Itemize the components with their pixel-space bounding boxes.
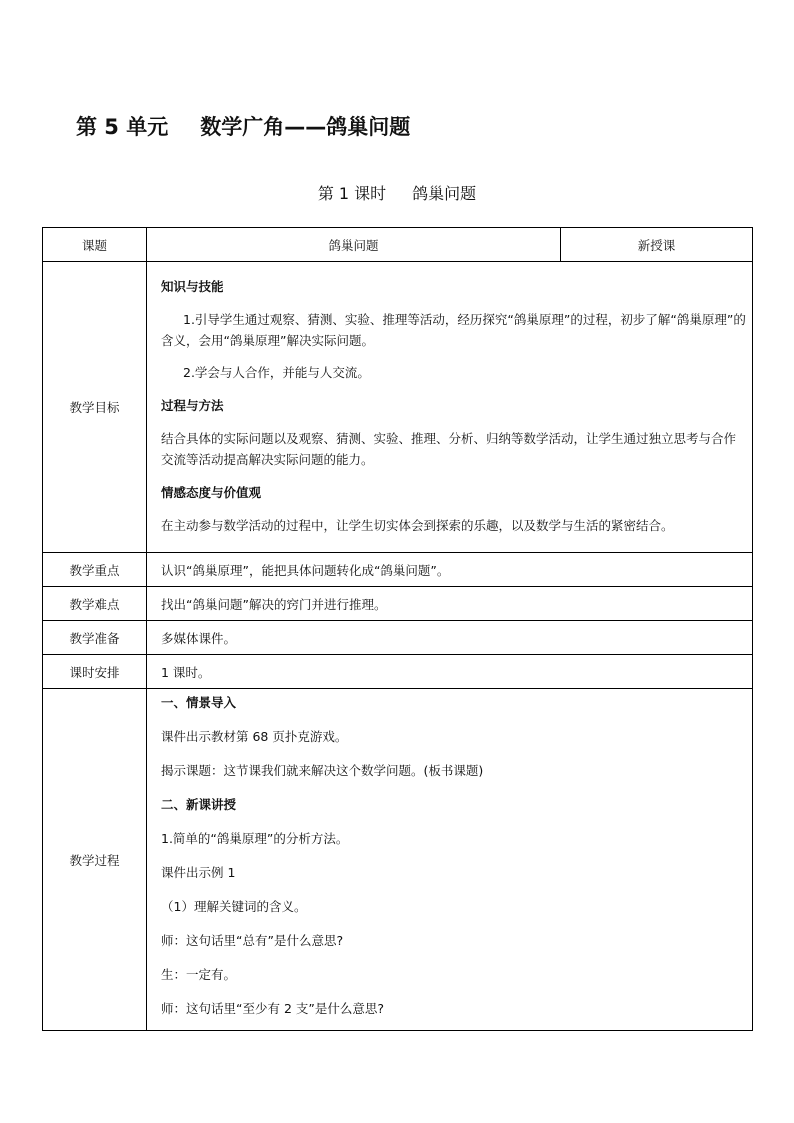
lesson-number: 第 1 课时	[317, 184, 387, 203]
goals-heading-attitude: 情感态度与价值观	[161, 484, 262, 500]
process-line: （1）理解关键词的含义。	[161, 899, 307, 914]
goals-heading-process: 过程与方法	[161, 397, 224, 413]
goals-heading-knowledge: 知识与技能	[161, 278, 224, 294]
key-text: 认识“鸽巢原理”，能把具体问题转化成“鸽巢问题”。	[147, 553, 753, 587]
process-line: 1.简单的“鸽巢原理”的分析方法。	[161, 831, 349, 846]
lesson-title	[0, 181, 794, 204]
difficult-label: 教学难点	[43, 587, 147, 621]
schedule-label: 课时安排	[43, 655, 147, 689]
process-line: 揭示课题：这节课我们就来解决这个数学问题。(板书课题)	[161, 763, 484, 778]
goals-label: 教学目标	[43, 262, 147, 553]
lesson-type: 新授课	[561, 228, 753, 262]
topic-value: 鸽巢问题	[147, 228, 561, 262]
process-line: 生：一定有。	[161, 967, 237, 982]
unit-title	[76, 111, 410, 141]
goals-paragraph: 1.引导学生通过观察、猜测、实验、推理等活动，经历探究“鸽巢原理”的过程，初步了解“鸽巢原理”的含义，会用“鸽巢原理”解决实际问题。	[161, 311, 746, 348]
unit-number: 第 5 单元	[76, 115, 169, 139]
process-label: 教学过程	[43, 689, 147, 1031]
lesson-name: 鸽巢问题	[412, 184, 477, 203]
goals-paragraph: 在主动参与数学活动的过程中，让学生切实体会到探索的乐趣，以及数学与生活的紧密结合。	[161, 517, 674, 533]
schedule-row	[43, 655, 753, 689]
process-line: 课件出示教材第 68 页扑克游戏。	[161, 729, 348, 744]
process-heading-intro: 一、情景导入	[161, 695, 237, 710]
goals-content	[147, 262, 753, 553]
process-line: 师：这句话里“总有”是什么意思?	[161, 933, 344, 948]
prep-text: 多媒体课件。	[147, 621, 753, 655]
topic-label: 课题	[43, 228, 147, 262]
key-row	[43, 553, 753, 587]
header-row	[43, 228, 753, 262]
prep-row	[43, 621, 753, 655]
difficult-row	[43, 587, 753, 621]
process-row	[43, 689, 753, 1031]
process-line: 课件出示例 1	[161, 865, 236, 880]
process-line: 师：这句话里“至少有 2 支”是什么意思?	[161, 1001, 384, 1016]
difficult-text: 找出“鸽巢问题”解决的窍门并进行推理。	[147, 587, 753, 621]
process-content	[147, 689, 753, 1031]
lesson-plan-table	[42, 227, 753, 1031]
unit-name: 数学广角——鸽巢问题	[200, 115, 411, 139]
process-heading-new: 二、新课讲授	[161, 797, 237, 812]
prep-label: 教学准备	[43, 621, 147, 655]
goals-row	[43, 262, 753, 553]
schedule-text: 1 课时。	[147, 655, 753, 689]
goals-paragraph: 2.学会与人合作，并能与人交流。	[183, 364, 370, 380]
key-label: 教学重点	[43, 553, 147, 587]
goals-paragraph: 结合具体的实际问题以及观察、猜测、实验、推理、分析、归纳等数学活动，让学生通过独立思考与合作交流等活动提高解决实际问题的能力。	[161, 430, 737, 467]
